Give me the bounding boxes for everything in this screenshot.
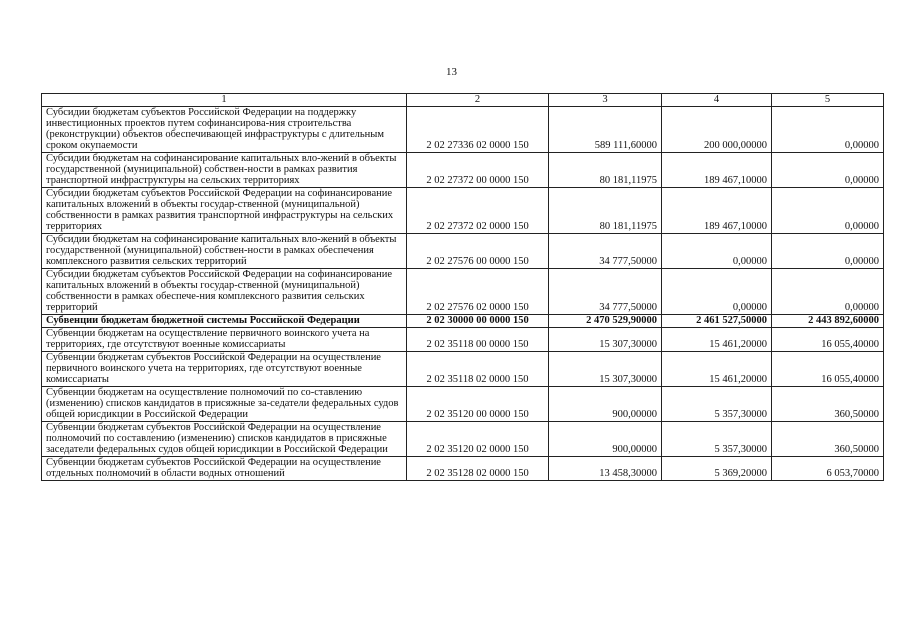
- column-header: 2: [407, 94, 549, 107]
- row-value-col4-cell: 15 461,20000: [662, 352, 772, 387]
- row-name-cell: Субвенции бюджетам на осуществление полномочий по со-ставлению (изменению) списков кандидатов в присяжные за-седатели федеральных судов общей юрисдикции в Российской Федерации: [42, 387, 407, 422]
- row-value-col5-cell: 0,00000: [772, 188, 884, 234]
- row-code-cell: 2 02 35128 02 0000 150: [407, 457, 549, 481]
- row-code-cell: 2 02 27336 02 0000 150: [407, 107, 549, 153]
- row-name-cell: Субсидии бюджетам субъектов Российской Федерации на поддержку инвестиционных проектов путем софинансирова-ния строительства (реконструкции) объектов обеспечивающей инфраструктуры с длительным сроком окупаемости: [42, 107, 407, 153]
- row-value-col3-cell: 589 111,60000: [549, 107, 662, 153]
- row-name-cell: Субвенции бюджетам субъектов Российской Федерации на осуществление отдельных полномочий в области водных отношений: [42, 457, 407, 481]
- table-row: [42, 422, 884, 457]
- row-value-col5-cell: 0,00000: [772, 234, 884, 269]
- table-row: [42, 234, 884, 269]
- row-value-col4-cell: 189 467,10000: [662, 153, 772, 188]
- row-code-cell: 2 02 35118 02 0000 150: [407, 352, 549, 387]
- row-value-col3-cell: 13 458,30000: [549, 457, 662, 481]
- table-row: [42, 188, 884, 234]
- row-value-col4-cell: 15 461,20000: [662, 328, 772, 352]
- row-value-col5-cell: 0,00000: [772, 269, 884, 315]
- row-name-cell: Субвенции бюджетам субъектов Российской Федерации на осуществление первичного воинского учета на территориях, где отсутствуют военные комиссариаты: [42, 352, 407, 387]
- table-row: [42, 269, 884, 315]
- row-value-col5-cell: 16 055,40000: [772, 352, 884, 387]
- row-value-col4-cell: 0,00000: [662, 234, 772, 269]
- row-name-cell: Субсидии бюджетам субъектов Российской Федерации на софинансирование капитальных вложений в объекты государ-ственной (муниципальной) собственности в рамках обеспече-ния комплексного развития сельских территорий: [42, 269, 407, 315]
- row-value-col4-cell: 200 000,00000: [662, 107, 772, 153]
- table-row: [42, 352, 884, 387]
- row-value-col4-cell: 0,00000: [662, 269, 772, 315]
- table-row: [42, 328, 884, 352]
- column-header: 1: [42, 94, 407, 107]
- row-value-col3-cell: 80 181,11975: [549, 153, 662, 188]
- table-row: [42, 153, 884, 188]
- row-value-col5-cell: 2 443 892,60000: [772, 315, 884, 328]
- row-value-col3-cell: 80 181,11975: [549, 188, 662, 234]
- row-value-col5-cell: 360,50000: [772, 387, 884, 422]
- row-code-cell: 2 02 30000 00 0000 150: [407, 315, 549, 328]
- row-name-cell: Субсидии бюджетам на софинансирование капитальных вло-жений в объекты государственной (муниципальной) собствен-ности в рамках обеспечения комплексного развития сельских территорий: [42, 234, 407, 269]
- row-name-cell: Субвенции бюджетам субъектов Российской Федерации на осуществление полномочий по составлению (изменению) списков кандидатов в присяжные заседатели федеральных судов общей юрисдикции в Российской Федерации: [42, 422, 407, 457]
- row-value-col3-cell: 900,00000: [549, 387, 662, 422]
- row-value-col4-cell: 2 461 527,50000: [662, 315, 772, 328]
- row-code-cell: 2 02 35120 02 0000 150: [407, 422, 549, 457]
- row-code-cell: 2 02 27576 02 0000 150: [407, 269, 549, 315]
- row-value-col3-cell: 34 777,50000: [549, 234, 662, 269]
- column-header: 4: [662, 94, 772, 107]
- row-name-cell: Субвенции бюджетам бюджетной системы Российской Федерации: [42, 315, 407, 328]
- row-code-cell: 2 02 27576 00 0000 150: [407, 234, 549, 269]
- column-header: 3: [549, 94, 662, 107]
- row-value-col4-cell: 5 357,30000: [662, 387, 772, 422]
- row-value-col5-cell: 0,00000: [772, 153, 884, 188]
- table-row: [42, 107, 884, 153]
- row-name-cell: Субсидии бюджетам субъектов Российской Федерации на софинансирование капитальных вложений в объекты государ-ственной (муниципальной) собственности в рамках развития транспортной инфраструктуры на сельских территориях: [42, 188, 407, 234]
- page-number: 13: [446, 66, 457, 78]
- row-value-col3-cell: 900,00000: [549, 422, 662, 457]
- row-value-col4-cell: 189 467,10000: [662, 188, 772, 234]
- row-name-cell: Субвенции бюджетам на осуществление первичного воинского учета на территориях, где отсутствуют военные комиссариаты: [42, 328, 407, 352]
- row-value-col3-cell: 2 470 529,90000: [549, 315, 662, 328]
- row-value-col5-cell: 16 055,40000: [772, 328, 884, 352]
- row-value-col4-cell: 5 369,20000: [662, 457, 772, 481]
- table-row: [42, 315, 884, 328]
- table-row: [42, 387, 884, 422]
- row-value-col4-cell: 5 357,30000: [662, 422, 772, 457]
- row-name-cell: Субсидии бюджетам на софинансирование капитальных вло-жений в объекты государственной (муниципальной) собствен-ности в рамках развития транспортной инфраструктуры на сельских территориях: [42, 153, 407, 188]
- column-header: 5: [772, 94, 884, 107]
- row-value-col3-cell: 34 777,50000: [549, 269, 662, 315]
- row-value-col3-cell: 15 307,30000: [549, 328, 662, 352]
- budget-table: [41, 93, 884, 481]
- row-value-col3-cell: 15 307,30000: [549, 352, 662, 387]
- row-value-col5-cell: 6 053,70000: [772, 457, 884, 481]
- row-value-col5-cell: 360,50000: [772, 422, 884, 457]
- row-code-cell: 2 02 35118 00 0000 150: [407, 328, 549, 352]
- table-row: [42, 457, 884, 481]
- row-code-cell: 2 02 35120 00 0000 150: [407, 387, 549, 422]
- row-code-cell: 2 02 27372 02 0000 150: [407, 188, 549, 234]
- row-code-cell: 2 02 27372 00 0000 150: [407, 153, 549, 188]
- table-header-row: [42, 94, 884, 107]
- row-value-col5-cell: 0,00000: [772, 107, 884, 153]
